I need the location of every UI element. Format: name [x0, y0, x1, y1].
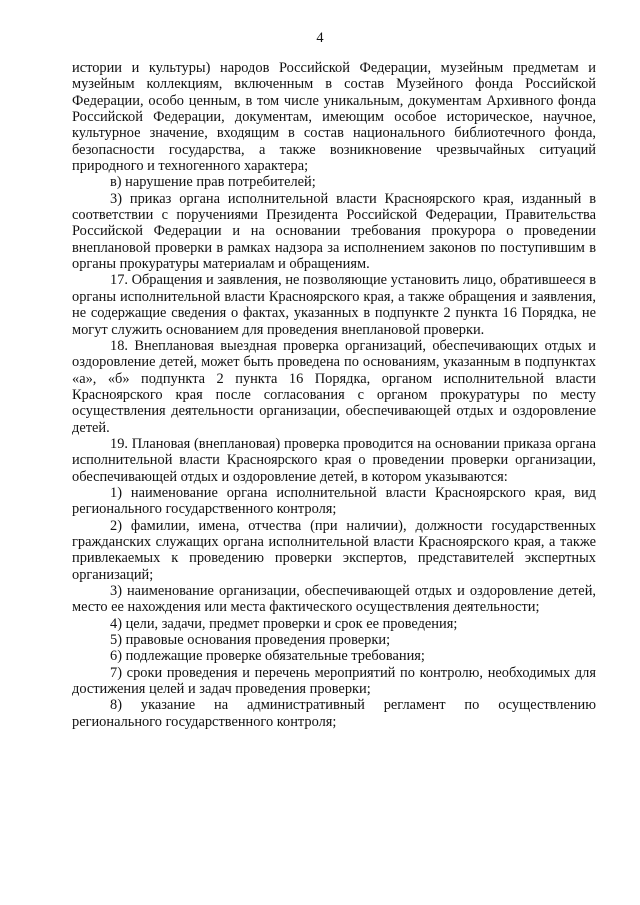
paragraph: истории и культуры) народов Российской Федерации, музейным предметам и музейным коллекциям, включенным в состав Музейного фонда Российской Федерации, особо ценным, в том числе уникальным, документам Архивного фонда Российской Федерации, документам, имеющим особое историческое, научное, культурное значение, входящим в состав национального библиотечного фонда, безопасности государства, а также возникновение чрезвычайных ситуаций природного и техногенного характера; — [72, 60, 596, 175]
document-body — [72, 60, 596, 730]
paragraph: 5) правовые основания проведения проверки; — [110, 632, 391, 649]
paragraph: 17. Обращения и заявления, не позволяющие установить лицо, обратившееся в органы исполнительной власти Красноярского края, а также обращения и заявления, не содержащие сведения о фактах, указанных в подпункте 2 пункта 16 Порядка, не могут служить основанием для проведения внеплановой проверки. — [72, 272, 597, 338]
paragraph: 18. Внеплановая выездная проверка организаций, обеспечивающих отдых и оздоровление детей, может быть проведена по основаниям, указанным в подпунктах «а», «б» подпункта 2 пункта 16 Порядка, органом исполнительной власти Красноярского края после согласования с органом прокуратуры по месту осуществления деятельности организации, обеспечивающей отдых и оздоровление детей. — [72, 337, 596, 436]
paragraph: 2) фамилии, имена, отчества (при наличии), должности государственных гражданских служащих органа исполнительной власти Красноярского края, а также привлекаемых к проведению проверки экспертов, представителей экспертных организаций; — [72, 517, 596, 583]
paragraph: 3) приказ органа исполнительной власти Красноярского края, изданный в соответствии с поручениями Президента Российской Федерации, Правительства Российской Федерации и на основании требования прокурора о проведении внеплановой проверки в рамках надзора за исполнением законов по поступившим в органы прокуратуры материалам и обращениям. — [72, 190, 596, 273]
paragraph: 6) подлежащие проверке обязательные требования; — [110, 648, 425, 665]
paragraph: 4) цели, задачи, предмет проверки и срок ее проведения; — [110, 615, 458, 632]
page-number: 4 — [316, 30, 324, 46]
paragraph: 8) указание на административный регламент по осуществлению регионального государственного контроля; — [72, 697, 596, 730]
paragraph: 7) сроки проведения и перечень мероприятий по контролю, необходимых для достижения целей и задач проведения проверки; — [72, 664, 596, 698]
paragraph: в) нарушение прав потребителей; — [110, 174, 316, 191]
paragraph: 19. Плановая (внеплановая) проверка проводится на основании приказа органа исполнительной власти Красноярского края о проведении проверки организации, обеспечивающей отдых и оздоровление детей, в котором указываются: — [72, 435, 596, 485]
paragraph: 1) наименование органа исполнительной власти Красноярского края, вид регионального государственного контроля; — [72, 484, 596, 518]
paragraph: 3) наименование организации, обеспечивающей отдых и оздоровление детей, место ее нахождения или места фактического осуществления деятельности; — [72, 583, 596, 616]
